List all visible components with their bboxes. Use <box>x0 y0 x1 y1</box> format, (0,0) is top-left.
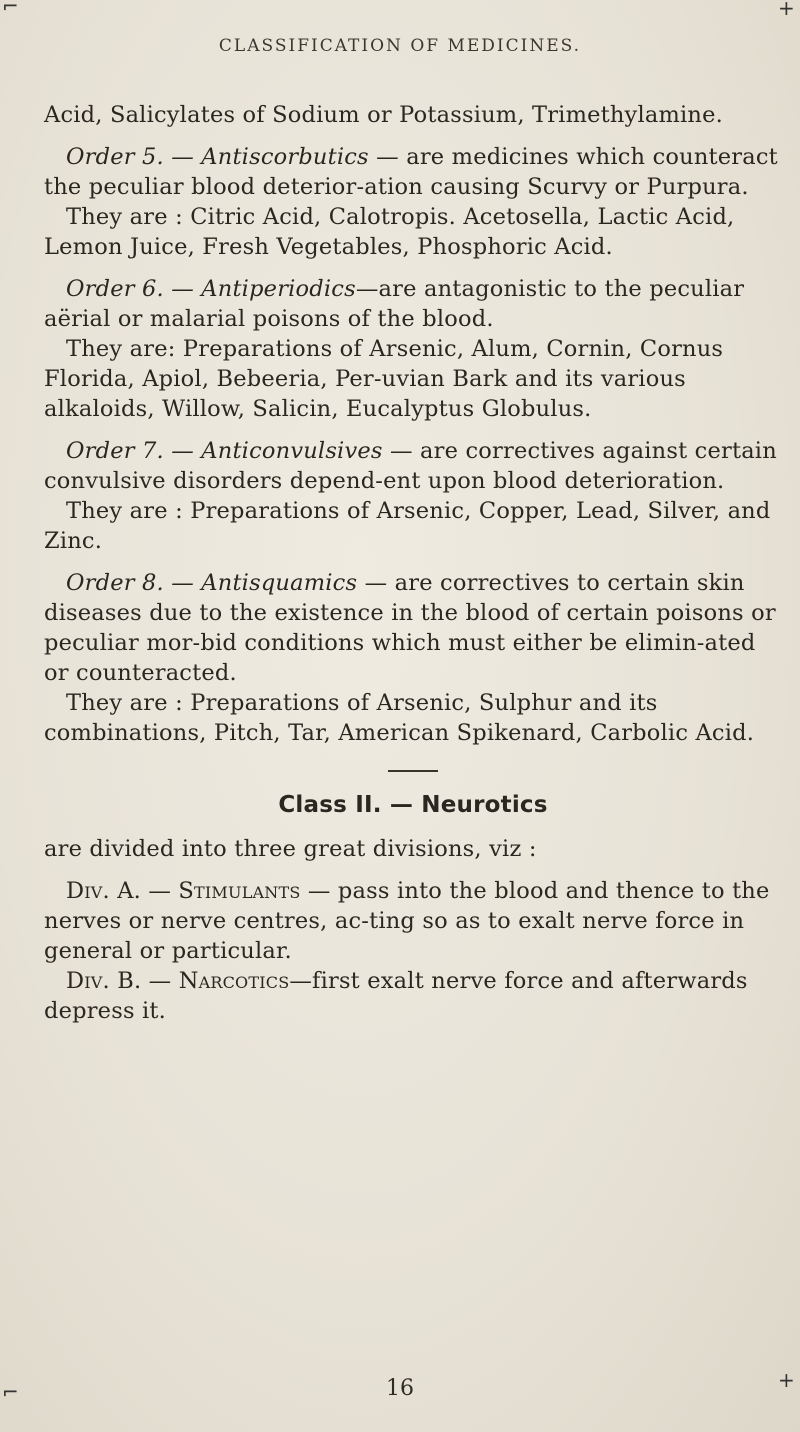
corner-mark-top-left: ⌐ <box>2 0 19 18</box>
division-a-label: Div. A. — Stimulants <box>66 878 301 904</box>
class-intro: are divided into three great divisions, viz : <box>44 836 537 862</box>
division-a-paragraph <box>44 876 782 966</box>
order-8-label: Order 8. — Antisquamics <box>66 570 358 596</box>
order-5-paragraph <box>44 142 782 262</box>
order-7-label: Order 7. — Anticonvulsives <box>66 438 383 464</box>
order-6-paragraph <box>44 274 782 424</box>
order-5-label: Order 5. — Antiscorbutics <box>66 144 369 170</box>
page-number: 16 <box>386 1376 414 1401</box>
corner-mark-bottom-left: ⌐ <box>2 1380 19 1404</box>
order-8-description: — are correctives to certain skin diseases due to the existence in the blood of certain poisons or peculiar mor-bid conditions which must either be elimin-ated or counteracted. <box>44 570 776 686</box>
order-7-description: — are correctives against certain convulsive disorders depend-ent upon blood deterioration. <box>44 438 777 494</box>
section-divider <box>388 770 438 772</box>
running-head: CLASSIFICATION OF MEDICINES. <box>218 36 582 56</box>
division-b-paragraph <box>44 966 782 1026</box>
order-6-description: —are antagonistic to the peculiar aërial or malarial poisons of the blood. <box>44 276 745 332</box>
order-6-label: Order 6. — Antiperiodics <box>66 276 356 302</box>
order-8-paragraph <box>44 568 782 748</box>
order-7-paragraph <box>44 436 782 556</box>
order-5-list: They are : Citric Acid, Calotropis. Acetosella, Lactic Acid, Lemon Juice, Fresh Vegetables, Phosphoric Acid. <box>44 204 735 260</box>
corner-mark-bottom-right: + <box>778 1368 795 1392</box>
order-7-list: They are : Preparations of Arsenic, Copper, Lead, Silver, and Zinc. <box>44 498 771 554</box>
order-8-list: They are : Preparations of Arsenic, Sulphur and its combinations, Pitch, Tar, American Spikenard, Carbolic Acid. <box>44 690 755 746</box>
paragraph-continuation: Acid, Salicylates of Sodium or Potassium, Trimethylamine. <box>44 102 723 128</box>
division-a-description: — pass into the blood and thence to the nerves or nerve centres, ac-ting so as to exalt nerve force in general or particular. <box>44 878 770 964</box>
class-heading: Class II. — Neurotics <box>278 792 548 818</box>
division-b-label: Div. B. — Narcotics <box>66 968 290 994</box>
corner-mark-top-right: + <box>778 0 795 20</box>
order-6-list: They are: Preparations of Arsenic, Alum, Cornin, Cornus Florida, Apiol, Bebeeria, Per-uvian Bark and its various alkaloids, Willow, Salicin, Eucalyptus Globulus. <box>44 336 724 422</box>
order-5-description: — are medicines which counteract the peculiar blood deterior-ation causing Scurvy or Purpura. <box>44 144 778 200</box>
page-body <box>44 100 782 1026</box>
division-b-description: —first exalt nerve force and afterwards depress it. <box>44 968 748 1024</box>
